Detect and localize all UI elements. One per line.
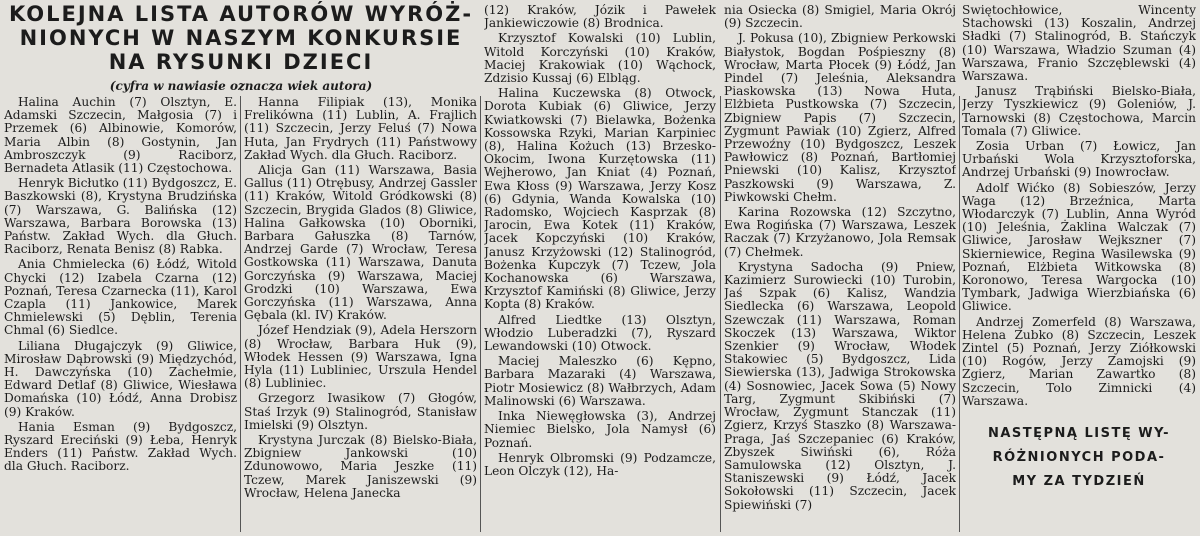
closing-line-1: NASTĘPNĄ LISTĘ WY- xyxy=(987,426,1171,442)
text-column-5 xyxy=(962,4,1196,532)
paragraph: Krystyna Jurczak (8) Bielsko-Biała, Zbigniew Jankowski (10) Zdunowowo, Maria Jeszke (11) Tczew, Marek Janiszewski (9) Wrocław, Helena Janecka xyxy=(244,433,477,500)
text-column-3 xyxy=(484,4,716,532)
paragraph: nia Osiecka (8) Śmigiel, Maria Okrój (9) Szczecin. xyxy=(724,4,956,31)
paragraph: Alfred Liedtke (13) Olsztyn, Włodzio Luberadzki (7), Ryszard Lewandowski (10) Otwock. xyxy=(484,312,716,354)
closing-notice xyxy=(962,422,1196,494)
headline-line-2: NIONYCH W NASZYM KONKURSIE xyxy=(19,26,463,50)
paragraph: Alicja Gan (11) Warszawa, Basia Gallus (11) Otrębusy, Andrzej Gassler (11) Kraków, Witold Gródkowski (8) Szczecin, Brygida Glados (8) Gliwice, Halina Gałkowska (10) Oborniki, Barbara Gałuszka (8) Tarnów, Andrzej Garde (7) Wrocław, Teresa Gostkowska (11) Warszawa, Danuta Gorczyńska (9) Warszawa, Maciej Grodzki (10) Warszawa, Ewa Gorczyńska (11) Warszawa, Anna Gębala (kl. IV) Kraków. xyxy=(244,163,477,323)
paragraph: Inka Niewęgłowska (3), Andrzej Niemiec Bielsko, Jola Namysł (6) Poznań. xyxy=(484,409,716,450)
paragraph: Świętochłowice, Wincenty Stachowski (13) Koszalin, Andrzej Sładki (7) Stalinogród, B. Stańczyk (10) Warszawa, Władzio Szuman (4) Warszawa, Franio Szczęblewski (4) Warszawa. xyxy=(962,4,1196,84)
closing-line-2: RÓŻNIONYCH PODA- xyxy=(992,450,1166,466)
paragraph: Krystyna Sadocha (9) Pniew, Kazimierz Surowiecki (10) Turobin, Jaś Szpak (6) Kalisz, Wandzia Siedlecka (6) Warszawa, Leopold Szewczak (11) Warszawa, Roman Skoczek (13) Warszawa, Wiktor Szenkier (9) Wrocław, Włodek Stakowiec (5) Bydgoszcz, Lida Siewierska (13), Jadwiga Strokowska (4) Sosnowiec, Jacek Sowa (5) Nowy Targ, Zygmunt Skibiński (7) Wrocław, Zygmunt Stanczak (11) Zgierz, Krzyś Staszko (8) Warszawa-Praga, Jaś Szczepaniec (6) Kraków, Zbyszek Siwiński (6), Róża Samulowska (12) Olsztyn, J. Staniszewski (9) Łódź, Jacek Sokołowski (11) Szczecin, Jacek Spiewiński (7) xyxy=(724,259,956,512)
paragraph: J. Pokusa (10), Zbigniew Perkowski Białystok, Bogdan Pośpieszny (8) Wrocław, Marta Płocek (9) Łódź, Jan Pindel (7) Jeleśnia, Aleksandra Piaskowska (13) Nowa Huta, Elżbieta Pustkowska (7) Szczecin, Zbigniew Papis (7) Szczecin, Zygmunt Pawiak (10) Zgierz, Alfred Przewoźny (10) Bydgoszcz, Leszek Pawłowicz (8) Poznań, Bartłomiej Pniewski (10) Kalisz, Krzysztof Paszkowski (9) Warszawa, Z. Piwkowski Chełm. xyxy=(724,31,956,204)
column-divider xyxy=(959,96,960,532)
text-column-1 xyxy=(4,96,237,532)
closing-line-3: MY ZA TYDZIEŃ xyxy=(1012,474,1146,490)
paragraph: Zosia Urban (7) Łowicz, Jan Urbański Wola Krzysztoforska, Andrzej Urbański (9) Inowrocław. xyxy=(962,139,1196,180)
paragraph: Ania Chmielecka (6) Łódź, Witold Chycki (12) Izabela Czarna (12) Poznań, Teresa Czarnecka (11), Karol Czapla (11) Jankowice, Marek Chmielewski (5) Dęblin, Terenia Chmal (6) Siedlce. xyxy=(4,257,237,338)
subtitle: (cyfra w nawiasie oznacza wiek autora) xyxy=(109,79,373,93)
paragraph: Henryk Olbromski (9) Podzamcze, Leon Olczyk (12), Ha- xyxy=(484,450,716,478)
paragraph: Liliana Długajczyk (9) Gliwice, Mirosław Dąbrowski (9) Międzychód, H. Dawczyńska (10) Zachełmie, Edward Detlaf (8) Gliwice, Wiesława Domańska (10) Łódź, Anna Drobisz (9) Kraków. xyxy=(4,338,237,419)
column-divider xyxy=(480,96,481,532)
text-column-2 xyxy=(244,96,477,532)
headline xyxy=(4,2,478,74)
paragraph: Andrzej Zomerfeld (8) Warszawa, Helena Zubko (8) Szczecin, Leszek Zintel (5) Poznań, Jerzy Ziółkowski (10) Rogów, Jerzy Zamojski (9) Zgierz, Marian Zawartko (8) Szczecin, Tolo Zimnicki (4) Warszawa. xyxy=(962,314,1196,408)
paragraph: Halina Auchin (7) Olsztyn, E. Adamski Szczecin, Małgosia (7) i Przemek (6) Albinowie, Komorów, Maria Albin (8) Gostynin, Jan Ambroszczyk (9) Raciborz, Bernadeta Atlasik (11) Częstochowa. xyxy=(4,96,237,176)
paragraph: Karina Rozowska (12) Szczytno, Ewa Rogińska (7) Warszawa, Leszek Raczak (7) Krzyżanowo, Jola Remsak (7) Chełmek. xyxy=(724,205,956,259)
paragraph: Krzysztof Kowalski (10) Lublin, Witold Korczyński (10) Kraków, Maciej Krakowiak (10) Wąchock, Zdzisio Kussaj (6) Elbląg. xyxy=(484,31,716,86)
column-divider xyxy=(720,96,721,532)
paragraph: Hanna Filipiak (13), Monika Frelikówna (11) Lublin, A. Frajlich (11) Szczecin, Jerzy Feluś (7) Nowa Huta, Jan Frydrych (11) Państwowy Zakład Wych. dla Głuch. Raciborz. xyxy=(244,96,477,162)
paragraph: Grzegorz Iwasikow (7) Głogów, Staś Irzyk (9) Stalinogród, Stanisław Imielski (9) Olsztyn. xyxy=(244,391,477,432)
paragraph: Janusz Trąbiński Bielsko-Biała, Jerzy Tyszkiewicz (9) Goleniów, J. Tarnowski (8) Częstochowa, Marcin Tomala (7) Gliwice. xyxy=(962,84,1196,138)
text-column-4 xyxy=(724,4,956,532)
paragraph: Maciej Maleszko (6) Kępno, Barbara Mazaraki (4) Warszawa, Piotr Mosiewicz (8) Wałbrzych, Adam Malinowski (6) Warszawa. xyxy=(484,354,716,408)
paragraph: (12) Kraków, Józik i Pawełek Jankiewiczowie (8) Brodnica. xyxy=(484,4,716,31)
paragraph: Hania Esman (9) Bydgoszcz, Ryszard Ereciński (9) Łeba, Henryk Enders (11) Państw. Zakład Wych. dla Głuch. Raciborz. xyxy=(4,419,237,474)
headline-line-3: NA RYSUNKI DZIECI xyxy=(108,50,374,74)
paragraph: Józef Hendziak (9), Adela Herszorn (8) Wrocław, Barbara Huk (9), Włodek Hessen (9) Warszawa, Igna Hyla (11) Lubliniec, Urszula Hendel (8) Lubliniec. xyxy=(244,323,477,391)
paragraph: Halina Kuczewska (8) Otwock, Dorota Kubiak (6) Gliwice, Jerzy Kwiatkowski (7) Bielawka, Bożenka Kossowska Rzyki, Marian Karpiniec (8), Halina Kożuch (13) Brzesko-Okocim, Iwona Kurzętowska (11) Wejherowo, Jan Kniat (4) Poznań, Ewa Kłoss (9) Warszawa, Jerzy Kosz (6) Gdynia, Wanda Kowalska (10) Radomsko, Wojciech Kasprzak (8) Jarocin, Ewa Kotek (11) Kraków, Jacek Kopczyński (10) Kraków, Janusz Krzyżowski (12) Stalinogród, Bożenka Kupczyk (7) Tczew, Jola Kochanowska (6) Warszawa, Krzysztof Kamiński (8) Gliwice, Jerzy Kopta (8) Kraków. xyxy=(484,86,716,312)
paragraph: Adolf Wićko (8) Sobieszów, Jerzy Waga (12) Brzeźnica, Marta Włodarczyk (7) Lublin, Anna Wyród (10) Jeleśnia, Żaklina Walczak (7) Gliwice, Jarosław Wejkszner (7) Skierniewice, Regina Wasilewska (9) Poznań, Elżbieta Witkowska (8) Koronowo, Teresa Wargocka (10) Tymbark, Jadwiga Wierzbiańska (6) Gliwice. xyxy=(962,180,1196,314)
headline-line-1: KOLEJNA LISTA AUTORÓW WYRÓŻ- xyxy=(8,2,474,26)
column-divider xyxy=(240,96,241,532)
paragraph: Henryk Bicłutko (11) Bydgoszcz, E. Baszkowski (8), Krystyna Brudzińska (7) Warszawa, G. Balińska (12) Warszawa, Barbara Borowska (13) Państw. Zakład Wych. dla Głuch. Raciborz, Renata Benisz (8) Rabka. xyxy=(4,176,237,257)
